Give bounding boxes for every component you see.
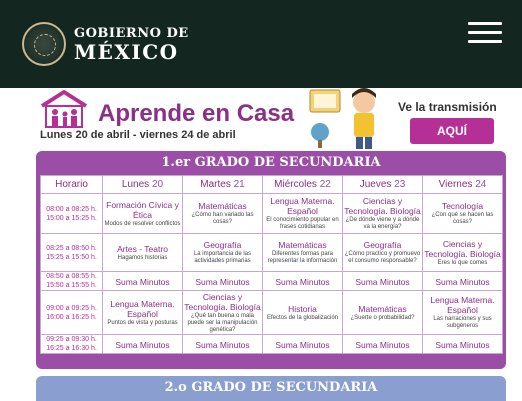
topic-description: Hagamos historias (117, 254, 168, 261)
subject-label: Matemáticas (358, 303, 407, 314)
schedule-cell[interactable] (103, 194, 183, 234)
schedule-cell[interactable] (423, 335, 503, 354)
subject-label: Suma Minutos (195, 277, 250, 287)
topic-description: ¿De dónde viene y a dónde va la energía? (345, 217, 420, 230)
time-cell: 09:25 a 09:30 h. 16:25 a 16:30 h. (41, 335, 103, 354)
subject-label: Ciencias y Tecnología. Biología (424, 238, 501, 259)
topic-description: ¿Cómo han variado las cosas? (191, 212, 254, 225)
date-range: Lunes 20 de abril - viernes 24 de abril (40, 129, 236, 141)
schedule-cell[interactable] (423, 272, 503, 291)
table-row (41, 234, 503, 272)
schedule-cell[interactable] (183, 234, 263, 272)
topic-description: ¿Qué tan buena o mala puede ser la manipulación genética? (187, 312, 258, 333)
schedule-cell[interactable] (343, 272, 423, 291)
schedule-cell[interactable] (183, 335, 263, 354)
time-cell: 09:00 a 09:25 h. 16:00 a 16:25 h. (41, 291, 103, 335)
subject-label: Suma Minutos (115, 277, 170, 287)
subject-label: Ciencias y Tecnología. Biología (344, 196, 421, 216)
time-cell: 08:50 a 08:55 h. 15:50 a 15:55 h. (41, 272, 103, 291)
day-header-viernes: Viernes 24 (423, 176, 503, 194)
schedule-cell[interactable] (263, 335, 343, 354)
time-cell: 08:00 a 08:25 h. 15:00 a 15:25 h. (41, 194, 103, 234)
aqui-button[interactable]: AQUÍ (410, 118, 494, 144)
topic-description: ¿Con qué se hacen las cosas? (431, 212, 494, 225)
schedule-cell[interactable] (263, 291, 343, 335)
schedule-cell[interactable] (423, 234, 503, 272)
subject-label: Tecnología (441, 201, 484, 211)
subject-label: Suma Minutos (355, 277, 410, 287)
schedule-cell[interactable] (103, 234, 183, 272)
subject-label: Matemáticas (198, 201, 247, 211)
day-header-lunes: Lunes 20 (103, 176, 183, 194)
topic-description: El conocimiento popular en frases cotidianas (266, 217, 339, 230)
subject-label: Lengua Materna. Español (110, 298, 175, 319)
subject-label: Geografía (203, 240, 242, 250)
topic-description: Efectos de la globalización (266, 314, 339, 321)
subject-label: Formación Cívica y Ética (106, 199, 179, 220)
topic-description: ¿Cómo practico y promuevo el consumo responsable? (344, 251, 421, 264)
page-title: Aprende en Casa (98, 100, 295, 127)
schedule-cell[interactable] (423, 194, 503, 234)
house-family-icon (38, 90, 90, 128)
subject-label: Suma Minutos (275, 277, 330, 287)
subject-label: Suma Minutos (275, 340, 330, 350)
time-cell: 08:25 a 08:50 h. 15:25 a 15:50 h. (41, 234, 103, 272)
table-header-row (41, 176, 503, 194)
schedule-cell[interactable] (263, 272, 343, 291)
subject-label: Lengua Materna. Español (270, 196, 335, 216)
subject-label: Suma Minutos (195, 340, 250, 350)
table-row (41, 291, 503, 335)
grade2-title: 2.o GRADO DE SECUNDARIA (164, 380, 378, 395)
day-header-miercoles: Miércoles 22 (263, 176, 343, 194)
menu-icon[interactable] (468, 22, 502, 44)
table-row (41, 335, 503, 354)
seal-icon (22, 22, 66, 66)
subject-label: Suma Minutos (115, 340, 170, 350)
day-header-jueves: Jueves 23 (343, 176, 423, 194)
subject-label: Matemáticas (278, 240, 327, 250)
schedule-cell[interactable] (183, 272, 263, 291)
schedule-cell[interactable] (103, 291, 183, 335)
schedule-cell[interactable] (183, 194, 263, 234)
horario-header: Horario (41, 176, 103, 194)
gov-title-line2: MÉXICO (74, 40, 179, 64)
schedule-cell[interactable] (263, 194, 343, 234)
gov-title-line1: GOBIERNO DE (74, 26, 189, 41)
schedule-cell[interactable] (263, 234, 343, 272)
student-illustration (308, 88, 386, 150)
schedule-cell[interactable] (423, 291, 503, 335)
subject-label: Artes - Teatro (117, 243, 168, 254)
transmission-label: Ve la transmisión (398, 100, 497, 114)
schedule-cell[interactable] (343, 234, 423, 272)
topic-description: Diferentes formas para representar la información (267, 251, 338, 264)
topic-description: La importancia de las actividades primarias (193, 251, 252, 264)
table-row (41, 194, 503, 234)
day-header-martes: Martes 21 (183, 176, 263, 194)
topic-description: ¿Suerte o probabilidad? (350, 314, 415, 321)
subject-label: Suma Minutos (355, 340, 410, 350)
schedule-cell[interactable] (183, 291, 263, 335)
subject-label: Lengua Materna. Español (430, 295, 495, 315)
subject-label: Suma Minutos (435, 277, 490, 287)
topic-description: Modos de resolver conflictos (104, 220, 181, 227)
topic-description: Puntos de vista y posturas (107, 319, 178, 326)
grade1-title: 1.er GRADO DE SECUNDARIA (161, 155, 381, 170)
schedule-cell[interactable] (343, 335, 423, 354)
schedule-cell[interactable] (343, 194, 423, 234)
schedule-cell[interactable] (103, 272, 183, 291)
subject-label: Historia (288, 303, 317, 314)
topic-description: Las narraciones y sus subgéneros (433, 316, 492, 329)
subject-label: Geografía (363, 240, 402, 250)
schedule-cell[interactable] (103, 335, 183, 354)
table-row (41, 272, 503, 291)
topic-description: Eres lo que comes (437, 259, 488, 266)
schedule-table (40, 175, 503, 354)
schedule-cell[interactable] (343, 291, 423, 335)
subject-label: Suma Minutos (435, 340, 490, 350)
subject-label: Ciencias y Tecnología. Biología (184, 291, 261, 312)
